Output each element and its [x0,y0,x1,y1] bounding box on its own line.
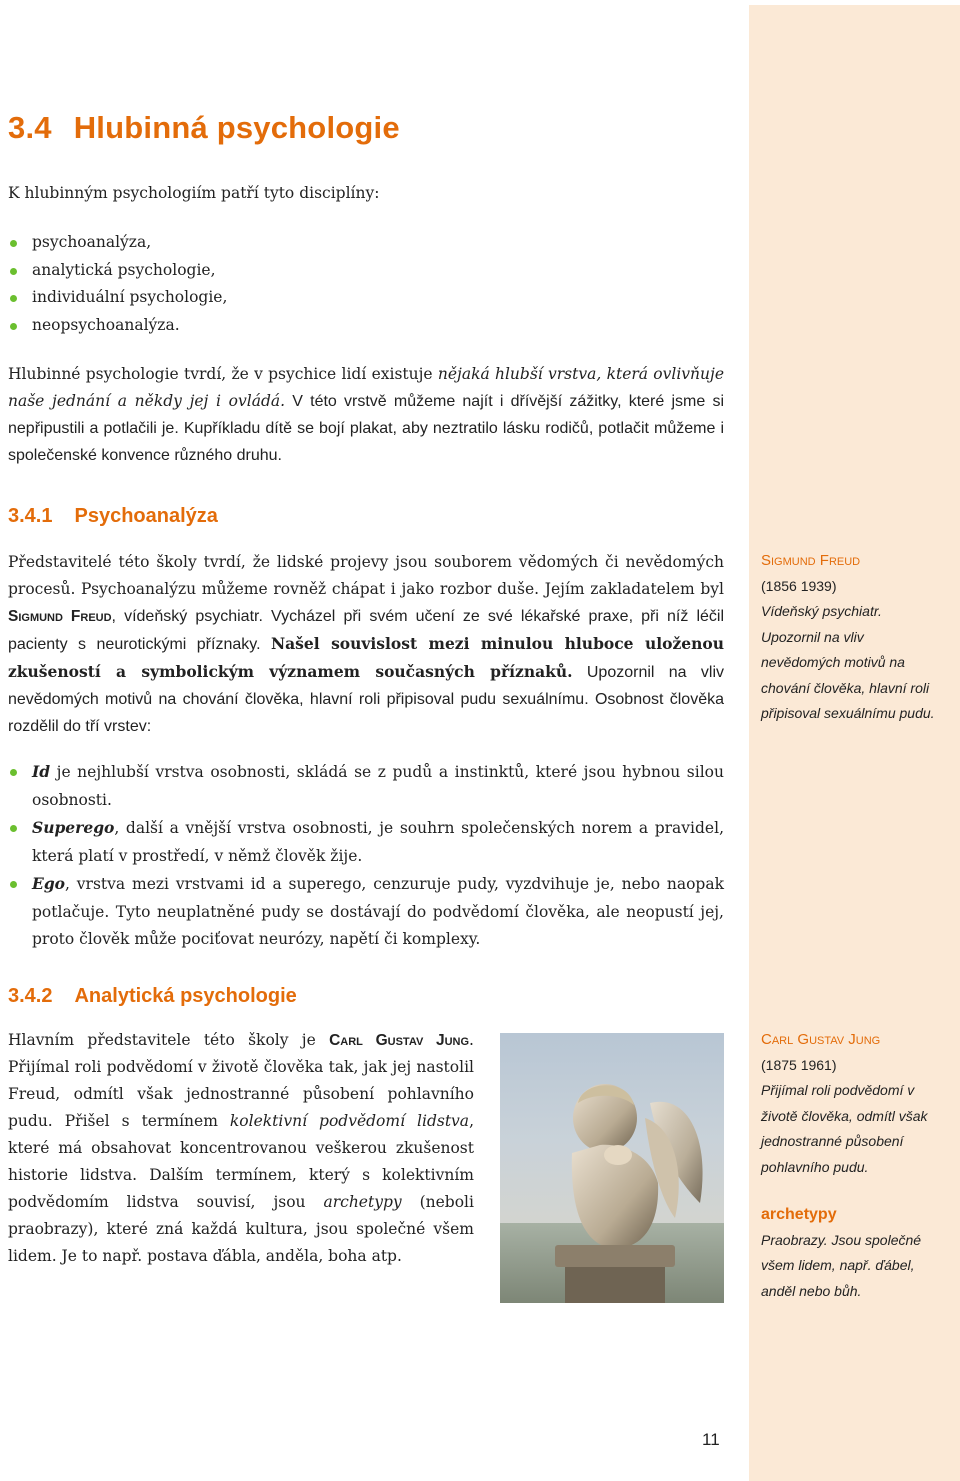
sidebar-note-freud: Sigmund Freud (1856 1939) Vídeňský psychiatr. Upozornil na vliv nevědomých motivů na chování člověka, hlavní roli připisoval sexuálnímu pudu. [761,552,935,721]
disciplines-list [8,229,724,339]
section-heading: 3.4 Hlubinná psychologie [8,110,400,145]
list-item: individuální psychologie, [8,284,724,312]
sidebar-note-jung: Carl Gustav Jung (1875 1961) Přijímal roli podvědomí v životě člověka, odmítl však jednostranné působení pohlavního pudu. [761,1031,928,1175]
list-item-superego: Superego, další a vnější vrstva osobnosti, je souhrn společenských norem a pravidel, která platí v prostředí, v němž člověk žije. [8,814,724,870]
page-number: 11 [702,1430,720,1449]
list-item-id: Id je nejhlubší vrstva osobnosti, skládá se z pudů a instinktů, které jsou hybnou silou osobnosti. [8,758,724,814]
psychoanalyza-paragraph: Představitelé této školy tvrdí, že lidské projevy jsou souborem vědomých či nevědomých procesů. Psychoanalýzu můžeme rovněž chápat i jako rozbor duše. Jejím zakladatelem byl Sigmund Freud, vídeňský psychiatr. Vycházel při svém učení ze své lékařské praxe, při níž léčil pacienty s neurotickými příznaky. Našel souvislost mezi minulou hluboce uloženou zkušeností a symbolickým významem současných příznaků. Upozornil na vliv nevědomých motivů na chování člověka, hlavní roli připisoval pudu sexuálnímu. Osobnost člověka rozdělil do tří vrstev: [8,553,725,735]
personality-layers-list [8,758,724,954]
list-item: analytická psychologie, [8,257,724,285]
subsection-heading-psychoanalyza: 3.4.1 Psychoanalýza [8,505,218,527]
angel-statue-photo [500,1033,724,1303]
sidebar-note-archetypy: archetypy Praobrazy. Jsou společné všem lidem, např. ďábel, anděl nebo bůh. [761,1206,922,1299]
section-paragraph: Hlubinné psychologie tvrdí, že v psychice lidí existuje nějaká hlubší vrstva, která ovlivňuje naše jednání a někdy jej i ovládá. V této vrstvě můžeme najít i dřívější zážitky, které jsme si nepřipustili a potlačili je. Kupříkladu dítě se bojí plakat, aby neztratilo lásku rodičů, potlačit můžeme i společenské konvence různého druhu. [8,365,724,464]
subsection-heading-analyticka: 3.4.2 Analytická psychologie [8,985,297,1007]
list-item: neopsychoanalýza. [8,312,724,340]
section-intro: K hlubinným psychologiím patří tyto disciplíny: [8,184,380,202]
list-item-ego: Ego, vrstva mezi vrstvami id a superego, cenzuruje pudy, vyzdvihuje je, nebo naopak potlačuje. Tyto neuplatněné pudy se dostávají do podvědomí člověka, ale neopustí jej, proto člověk může pociťovat neurózy, napětí či komplexy. [8,870,724,954]
list-item: psychoanalýza, [8,229,724,257]
analyticka-paragraph: Hlavním představitele této školy je Carl Gustav Jung. Přijímal roli podvědomí v životě člověka tak, jak jej nastolil Freud, odmítl však jednostranné působení pohlavního pudu. Přišel s termínem kolektivní podvědomí lidstva, které má obsahovat koncentrovanou veškerou zkušenost historie lidstva. Dalším termínem, který s kolektivním podvědomím lidstva souvisí, jsou archetypy (neboli praobrazy), které zná každá kultura, jsou společné všem lidem. Je to např. postava ďábla, anděla, boha atp. [8,1031,474,1265]
